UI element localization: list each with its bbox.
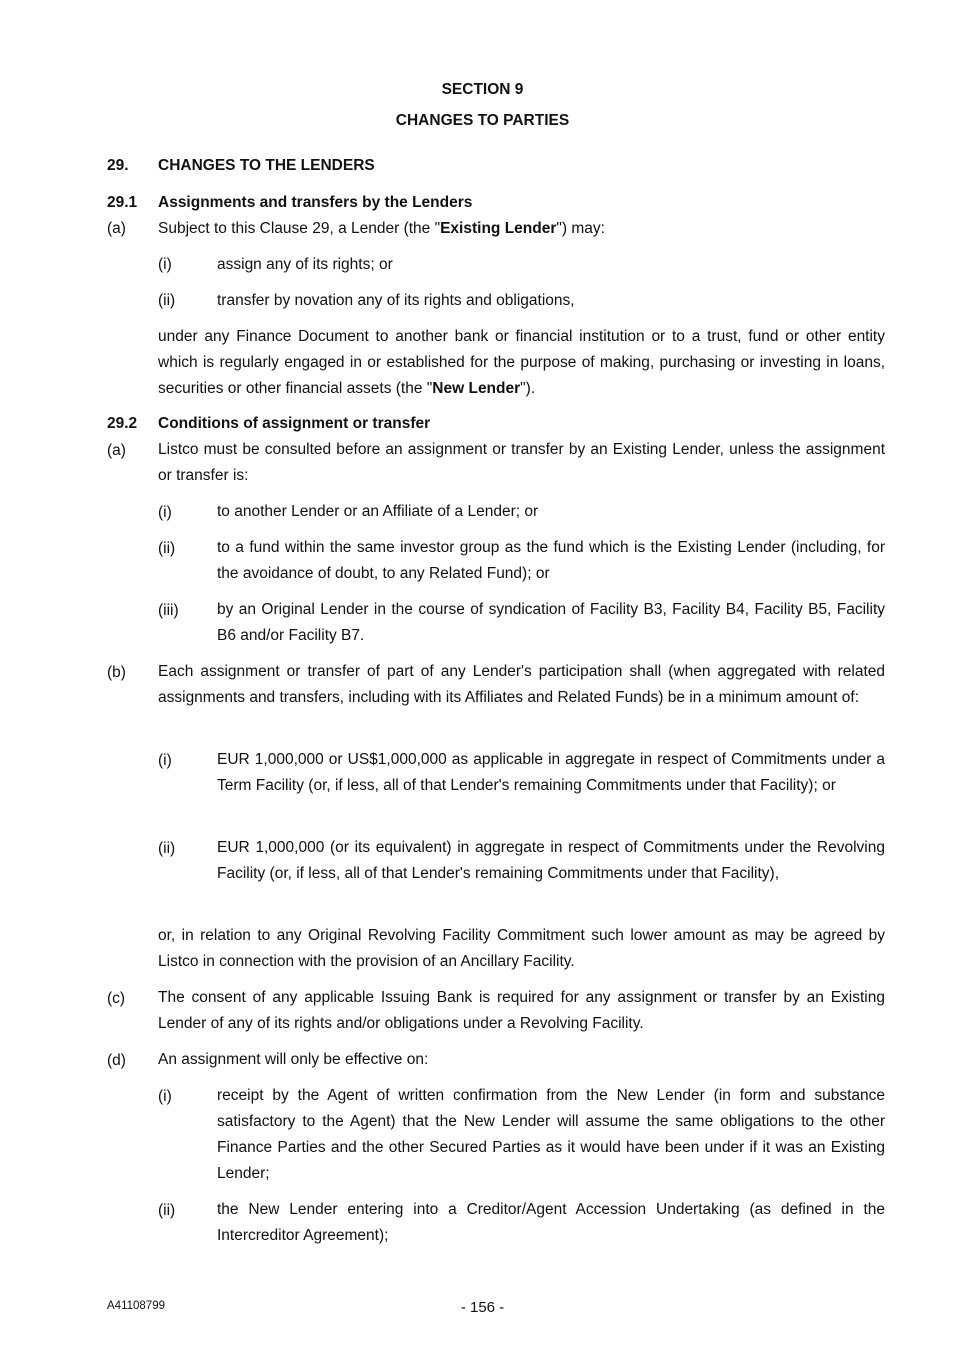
item-label: (ii) xyxy=(158,540,176,557)
paragraph-label: (b) xyxy=(107,664,126,681)
item-label: (iii) xyxy=(158,602,179,619)
item-label: (i) xyxy=(158,256,172,273)
item-29-2-b-i: EUR 1,000,000 or US$1,000,000 as applicable in aggregate in respect of Commitments under a Term Facility (or, if less, all of that Lender's remaining Commitments under that Facility); or xyxy=(217,751,885,794)
clause-number: 29. xyxy=(107,157,129,174)
paragraph-29-1-tail: under any Finance Document to another bank or financial institution or to a trust, fund or other entity which is regularly engaged in or established for the purpose of making, purchasing or investing in loans, securities or other financial assets (the "New Lender"). xyxy=(158,328,885,397)
subclause-title: Assignments and transfers by the Lenders xyxy=(158,194,473,211)
item-label: (ii) xyxy=(158,840,176,857)
item-29-2-b-ii: EUR 1,000,000 (or its equivalent) in aggregate in respect of Commitments under the Revolving Facility (or, if less, all of that Lender's remaining Commitments under that Facility), xyxy=(217,839,885,882)
paragraph-text: Subject to this Clause 29, a Lender (the "Existing Lender") may: xyxy=(158,220,605,237)
item-text: transfer by novation any of its rights and obligations, xyxy=(217,292,575,309)
paragraph-label: (c) xyxy=(107,990,126,1007)
item-29-2-a-iii: by an Original Lender in the course of syndication of Facility B3, Facility B4, Facility B5, Facility B6 and/or Facility B7. xyxy=(217,601,885,644)
document-reference: A41108799 xyxy=(107,1300,165,1312)
item-text: assign any of its rights; or xyxy=(217,256,393,273)
item-29-2-d-ii: the New Lender entering into a Creditor/Agent Accession Undertaking (as defined in the Intercreditor Agreement); xyxy=(217,1201,885,1244)
item-29-2-a-i: to another Lender or an Affiliate of a Lender; or xyxy=(217,503,539,520)
item-29-2-a-ii: to a fund within the same investor group as the fund which is the Existing Lender (including, for the avoidance of doubt, to any Related Fund); or xyxy=(217,539,885,582)
defined-term: Existing Lender xyxy=(440,220,557,237)
subclause-number: 29.1 xyxy=(107,194,138,211)
paragraph-label: (a) xyxy=(107,220,126,237)
section-title: CHANGES TO PARTIES xyxy=(395,112,570,129)
paragraph-29-2-c: The consent of any applicable Issuing Bank is required for any assignment or transfer by an Existing Lender of any of its rights and/or obligations under a Revolving Facility. xyxy=(158,989,885,1032)
item-29-2-d-i: receipt by the Agent of written confirmation from the New Lender (in form and substance satisfactory to the Agent) that the New Lender will assume the same obligations to the other Finance Parties and the other Secured Parties as it would have been under if it was an Existing Lender; xyxy=(217,1087,885,1182)
page-number: - 156 - xyxy=(460,1299,505,1316)
section-label: SECTION 9 xyxy=(441,81,524,98)
item-label: (ii) xyxy=(158,292,176,309)
defined-term: New Lender xyxy=(432,380,521,397)
paragraph-29-2-a: Listco must be consulted before an assignment or transfer by an Existing Lender, unless the assignment or transfer is: xyxy=(158,441,885,484)
subclause-number: 29.2 xyxy=(107,415,138,432)
paragraph-29-2-b: Each assignment or transfer of part of any Lender's participation shall (when aggregated with related assignments and transfers, including with its Affiliates and Related Funds) be in a minimum amount of: xyxy=(158,663,885,706)
paragraph-29-2-d: An assignment will only be effective on: xyxy=(158,1051,429,1068)
paragraph-label: (a) xyxy=(107,442,126,459)
item-label: (i) xyxy=(158,504,172,521)
clause-title: CHANGES TO THE LENDERS xyxy=(158,157,375,174)
item-label: (ii) xyxy=(158,1202,176,1219)
paragraph-label: (d) xyxy=(107,1052,126,1069)
item-label: (i) xyxy=(158,1088,172,1105)
item-label: (i) xyxy=(158,752,172,769)
subclause-title: Conditions of assignment or transfer xyxy=(158,415,431,432)
paragraph-29-2-b-tail: or, in relation to any Original Revolving Facility Commitment such lower amount as may be agreed by Listco in connection with the provision of an Ancillary Facility. xyxy=(158,927,885,970)
